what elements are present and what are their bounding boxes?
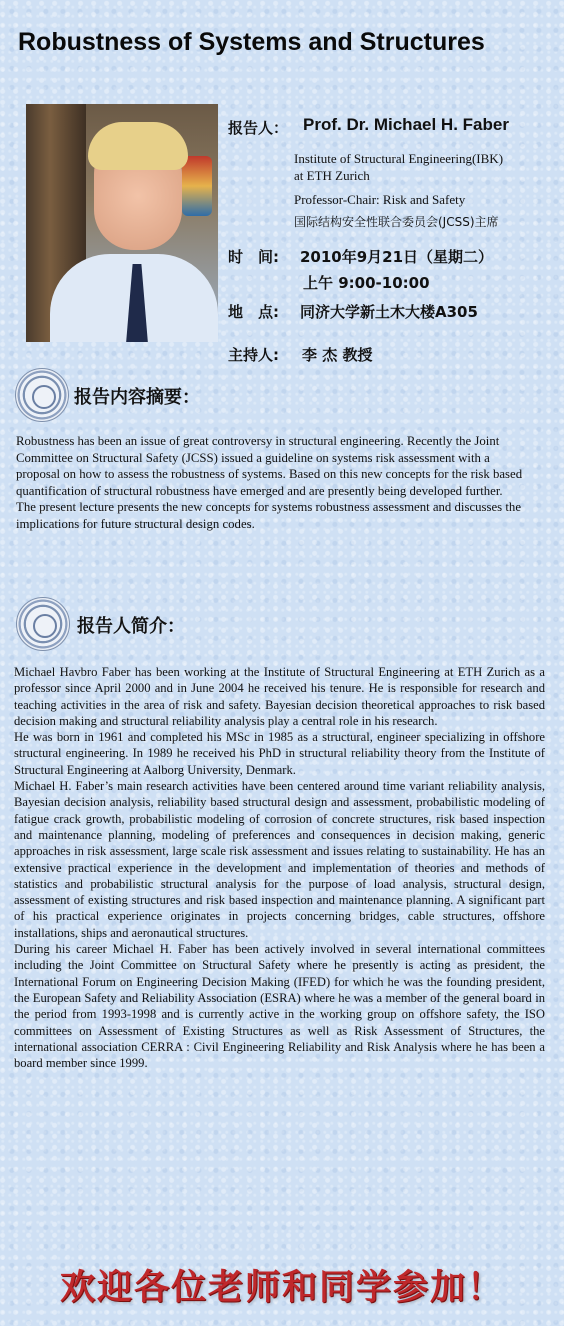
speaker-label: 报告人： <box>228 119 289 137</box>
place-value: 同济大学新土木大楼A305 <box>300 303 478 321</box>
host-label: 主持人: <box>228 346 279 364</box>
affiliation-line-2: at ETH Zurich <box>294 168 370 183</box>
place-label: 地 点: <box>228 303 279 321</box>
hair-shape <box>88 122 188 170</box>
affiliation-line-4: 国际结构安全性联合委员会(JCSS)主席 <box>294 215 499 229</box>
bio-paragraph-3: Michael H. Faber’s main research activities have been centered around time variant reliability analysis, Bayesian decision analysis, reliability based structural design and assessment, probabilistic modeling of fatigue crack growth, probabilistic modeling of corrosion of concrete structures, risk based inspection and maintenance planning, modeling of preferences and consequences in decision making, generic approaches in risk assessment, large scale risk assessment and issues relating to sustainability. He has an extensive practical experience in the development and implementation of theories and methods of statistics and probabilistic structural analysis for the purpose of load analysis, structural design, assessment of existing structures and risk based inspection and maintenance planning. A significant part of his practical experience originates in projects concerning bridges, cable structures, offshore installations, ships and aeronautical structures. <box>14 779 545 940</box>
speaker-name: Prof. Dr. Michael H. Faber <box>303 115 509 134</box>
page-title: Robustness of Systems and Structures <box>18 28 485 56</box>
abstract-text: Robustness has been an issue of great controversy in structural engineering. Recently the Joint Committee on Structural Safety (JCSS) issued a guideline on systems risk assessment with a proposal on how to assess the robustness of systems. Based on this new concepts for the risk based quantification of structural robustness have emerged and are presently being developed further. The present lecture presents the new concepts for systems robustness assessment and discusses the implications for future structural design codes. <box>16 434 523 531</box>
affiliation-line-3: Professor-Chair: Risk and Safety <box>294 192 466 207</box>
abstract-heading: 报告内容摘要： <box>74 387 200 408</box>
bio-paragraph-1: Michael Havbro Faber has been working at the Institute of Structural Engineering at ETH Zurich as a professor since April 2000 and in June 2004 he received his tenure. He is responsible for research and teaching activities in the area of risk and safety. Bayesian decision theoretical approaches to risk based decision making and structural reliability analysis play a central role in his research. <box>14 665 545 728</box>
welcome-banner: 欢迎各位老师和同学参加！ <box>59 1267 504 1308</box>
time-date: 2010年9月21日（星期二） <box>300 248 494 266</box>
university-seal-icon <box>16 597 70 651</box>
bio-paragraph-4: During his career Michael H. Faber has been actively involved in several international committees including the Joint Committee on Structural Safety where he presently is acting as president, the International Forum on Engineering Decision Making (IFED) for which he was the founding president, the European Safety and Reliability Association (ESRA) where he was a member of the general board in the period from 1993-1998 and is currently active in the working group on offshore safety, the ISO committees on Assessment of Existing Structures as well as Risk Assessment of Structures, the international association CERRA : Civil Engineering Reliability and Risk Analysis where he has been a board member since 1999. <box>14 942 545 1071</box>
host-value: 李 杰 教授 <box>302 346 373 364</box>
bio-paragraph-2: He was born in 1961 and completed his MSc in 1985 as a structural, engineer specializing in offshore structural engineering. In 1989 he received his PhD in structural reliability theory from the Institute of Structural Engineering at Aalborg University, Denmark. <box>14 730 545 777</box>
bio-heading: 报告人简介： <box>77 616 185 637</box>
time-label: 时 间: <box>228 248 279 266</box>
time-hours: 上午 9:00-10:00 <box>303 274 430 292</box>
speaker-photo <box>26 104 218 342</box>
affiliation-line-1: Institute of Structural Engineering(IBK) <box>294 151 504 166</box>
university-seal-icon <box>15 368 69 422</box>
bio-text <box>14 664 545 1071</box>
decorative-object <box>182 156 212 216</box>
